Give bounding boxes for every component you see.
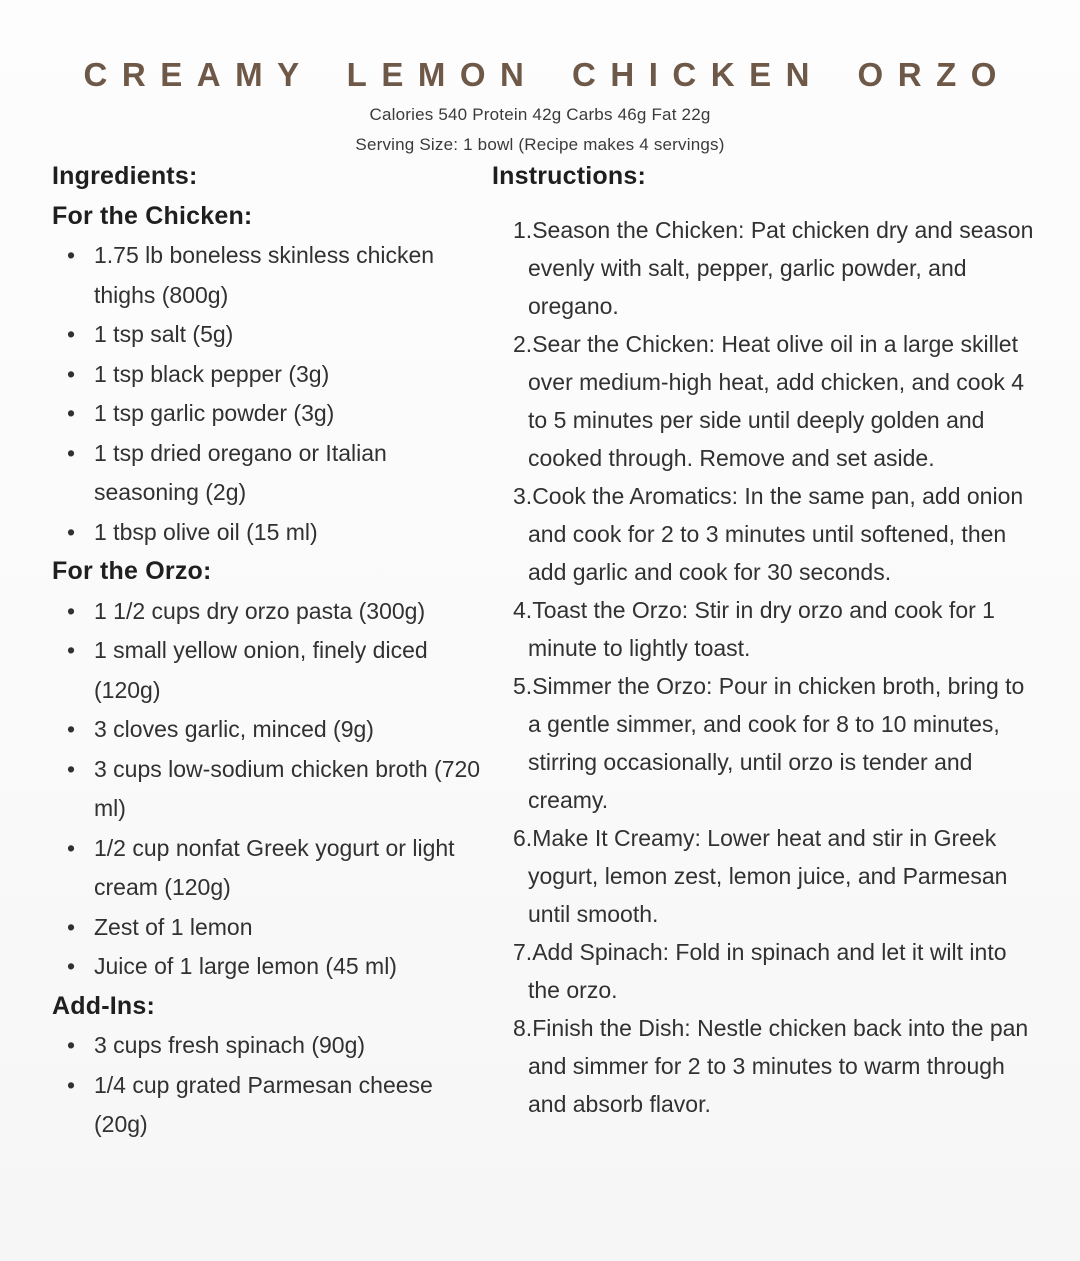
step-number: 3.	[513, 483, 533, 509]
ingredient-item: • 1 tsp salt (5g)	[52, 315, 490, 355]
ingredient-list-chicken	[52, 236, 490, 552]
ingredient-item: • Juice of 1 large lemon (45 ml)	[52, 947, 490, 987]
instruction-step	[492, 591, 1038, 667]
group-heading-orzo: For the Orzo:	[52, 557, 212, 585]
instruction-step	[492, 819, 1038, 933]
ingredient-item: • 1 tsp garlic powder (3g)	[52, 394, 490, 434]
instruction-step	[492, 477, 1038, 591]
step-number: 4.	[513, 597, 533, 623]
ingredients-section	[52, 157, 490, 1145]
step-number: 6.	[513, 825, 533, 851]
instructions-section	[492, 157, 1038, 1123]
ingredient-item: • 1 small yellow onion, finely diced (120g)	[52, 631, 490, 710]
step-number: 2.	[513, 331, 533, 357]
group-heading-chicken: For the Chicken:	[52, 201, 253, 230]
ingredient-item: • 1 tsp black pepper (3g)	[52, 355, 490, 395]
instructions-heading: Instructions:	[492, 162, 646, 190]
step-text: Toast the Orzo: Stir in dry orzo and cook for 1 minute to lightly toast.	[528, 597, 995, 661]
ingredient-item: • 1 tbsp olive oil (15 ml)	[52, 513, 490, 553]
recipe-title: CREAMY LEMON CHICKEN ORZO	[83, 56, 1011, 93]
ingredients-heading: Ingredients:	[52, 162, 198, 190]
step-text: Finish the Dish: Nestle chicken back into the pan and simmer for 2 to 3 minutes to warm through and absorb flavor.	[528, 1015, 1029, 1117]
ingredient-item: • Zest of 1 lemon	[52, 908, 490, 948]
ingredient-list-orzo	[52, 592, 490, 987]
step-text: Simmer the Orzo: Pour in chicken broth, bring to a gentle simmer, and cook for 8 to 10 minutes, stirring occasionally, until orzo is tender and creamy.	[528, 673, 1025, 813]
ingredient-item: • 1 1/2 cups dry orzo pasta (300g)	[52, 592, 490, 632]
ingredient-item: • 3 cups low-sodium chicken broth (720 ml)	[52, 750, 490, 829]
serving-size-line: Serving Size: 1 bowl (Recipe makes 4 servings)	[355, 135, 725, 154]
instruction-step	[492, 933, 1038, 1009]
ingredient-item: • 1.75 lb boneless skinless chicken thighs (800g)	[52, 236, 490, 315]
instruction-step	[492, 667, 1038, 819]
step-text: Season the Chicken: Pat chicken dry and season evenly with salt, pepper, garlic powder, and oregano.	[528, 217, 1034, 319]
recipe-header	[0, 0, 1080, 155]
ingredient-list-add-ins	[52, 1026, 490, 1145]
instruction-step	[492, 1009, 1038, 1123]
instruction-step	[492, 211, 1038, 325]
ingredient-item: • 1/4 cup grated Parmesan cheese (20g)	[52, 1066, 490, 1145]
step-text: Make It Creamy: Lower heat and stir in Greek yogurt, lemon zest, lemon juice, and Parmesan until smooth.	[528, 825, 1008, 927]
step-text: Cook the Aromatics: In the same pan, add onion and cook for 2 to 3 minutes until softened, then add garlic and cook for 30 seconds.	[528, 483, 1024, 585]
ingredient-item: • 3 cloves garlic, minced (9g)	[52, 710, 490, 750]
step-text: Add Spinach: Fold in spinach and let it wilt into the orzo.	[528, 939, 1007, 1003]
step-number: 7.	[513, 939, 533, 965]
ingredient-item: • 1/2 cup nonfat Greek yogurt or light cream (120g)	[52, 829, 490, 908]
nutrition-line: Calories 540 Protein 42g Carbs 46g Fat 22g	[369, 105, 711, 124]
step-number: 5.	[513, 673, 533, 699]
ingredient-item: • 1 tsp dried oregano or Italian seasoning (2g)	[52, 434, 490, 513]
instructions-list	[492, 211, 1038, 1123]
ingredient-item: • 3 cups fresh spinach (90g)	[52, 1026, 490, 1066]
step-number: 8.	[513, 1015, 533, 1041]
group-heading-add-ins: Add-Ins:	[52, 991, 155, 1020]
step-text: Sear the Chicken: Heat olive oil in a large skillet over medium-high heat, add chicken, and cook 4 to 5 minutes per side until deeply golden and cooked through. Remove and set aside.	[528, 331, 1025, 471]
instruction-step	[492, 325, 1038, 477]
step-number: 1.	[513, 217, 533, 243]
